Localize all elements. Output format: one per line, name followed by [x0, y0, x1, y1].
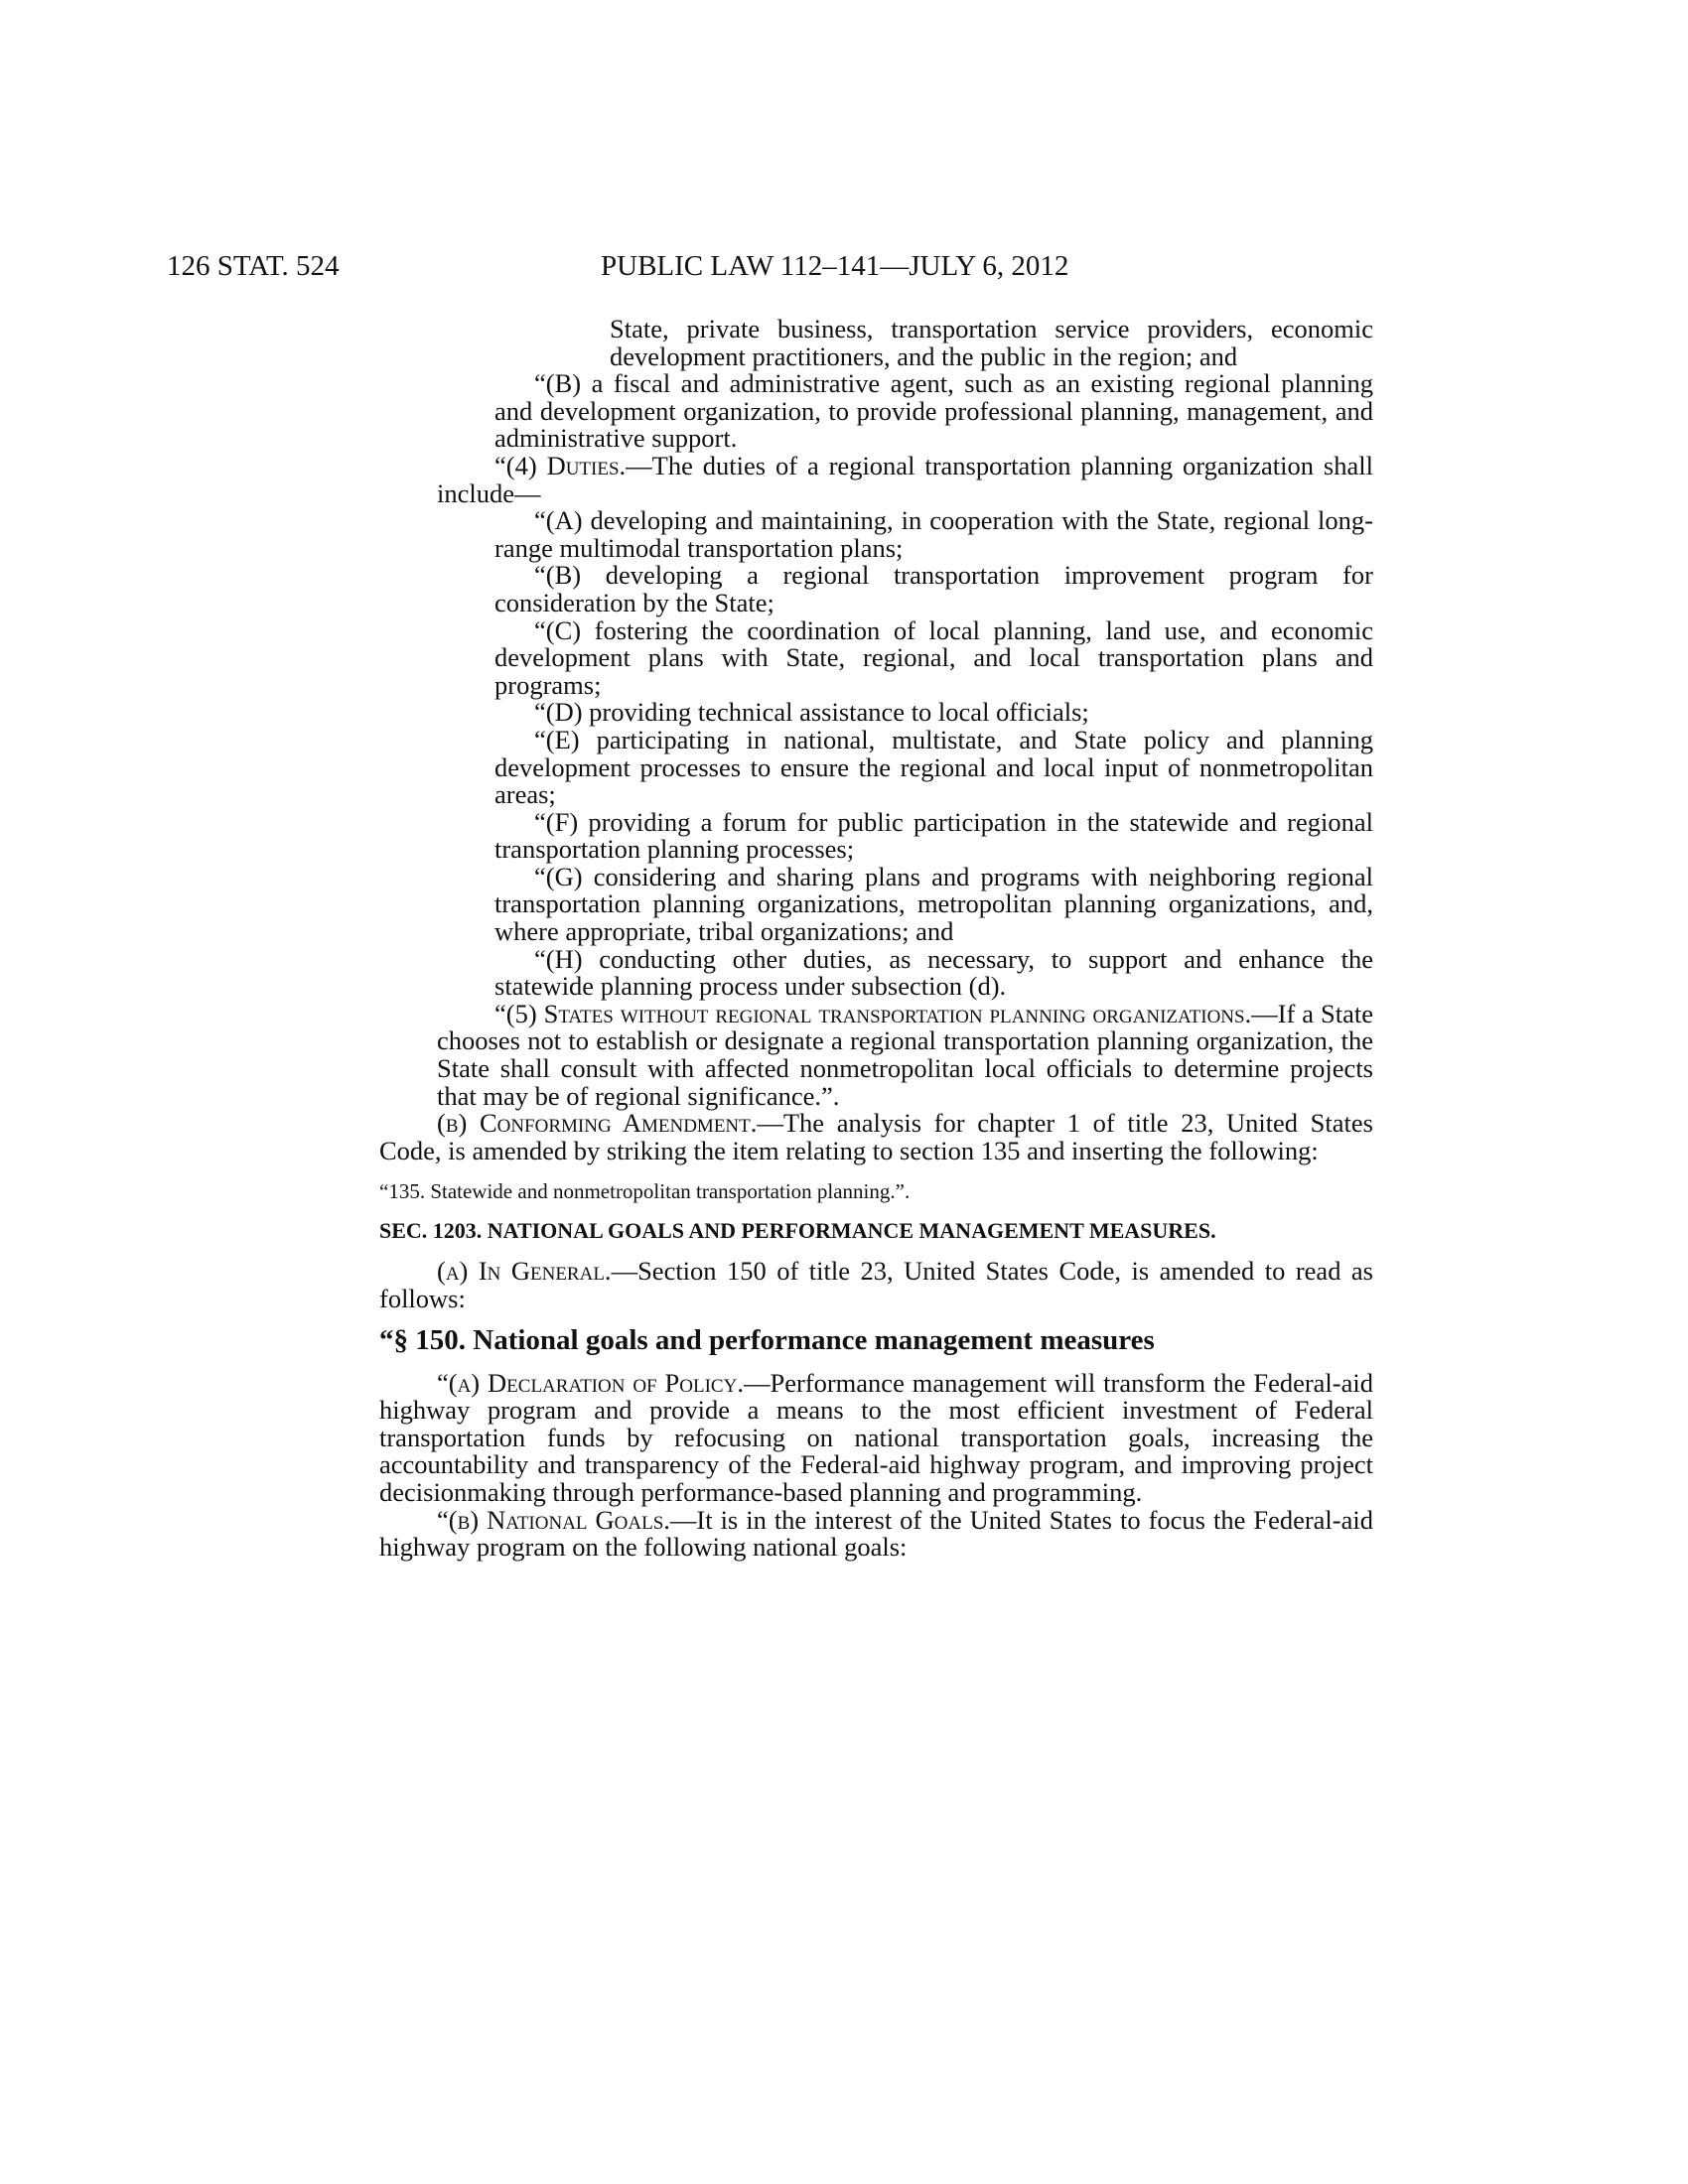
conforming-amendment-heading: (b) Conforming Amendment.	[437, 1108, 758, 1139]
paragraph-b-improvement-program: “(B) developing a regional transportation improvement program for consideration by the State;	[494, 560, 1373, 617]
states-without-text: —If a State chooses not to establish or designate a regional transportation planning organization, the State shall consult with affected nonmetropolitan local officials to determine projects that may be of regional significance.”.	[437, 998, 1373, 1111]
national-goals-heading: “(b) National Goals.	[437, 1504, 670, 1535]
paragraph-b-fiscal-agent: “(B) a fiscal and administrative agent, such as an existing regional planning and development organization, to provide professional planning, management, and administrative support.	[494, 368, 1373, 454]
paragraph-b-national-goals	[379, 1504, 1373, 1563]
declaration-heading: “(a) Declaration of Policy.	[437, 1367, 744, 1398]
section-heading: SEC. 1203. NATIONAL GOALS AND PERFORMANCE MANAGEMENT MEASURES.	[379, 1218, 1216, 1244]
paragraph-f-public-forum: “(F) providing a forum for public participation in the statewide and regional transportation planning processes;	[494, 806, 1373, 865]
running-header: PUBLIC LAW 112–141—JULY 6, 2012	[601, 250, 1069, 282]
table-of-sections-item: “135. Statewide and nonmetropolitan transportation planning.”.	[379, 1179, 911, 1204]
declaration-text: —Performance management will transform the Federal-aid highway program and provide a means to the most efficient investment of Federal transportation funds by refocusing on national transportation goals, increasing the accountability and transparency of the Federal-aid highway program, and improving project decisionmaking through performance-based planning and programming.	[379, 1367, 1373, 1507]
page-stat-citation: 126 STAT. 524	[167, 250, 340, 282]
in-general-text: —Section 150 of title 23, United States Code, is amended to read as follows:	[379, 1256, 1373, 1313]
paragraph-c-coordination: “(C) fostering the coordination of local planning, land use, and economic development plans with State, regional, and local transportation plans and programs;	[494, 614, 1373, 700]
paragraph-continuation: State, private business, transportation service providers, economic development practitioners, and the public in the region; and	[610, 314, 1373, 371]
paragraph-4-duties	[437, 450, 1373, 508]
body-text	[379, 314, 1373, 1563]
paragraph-h-other-duties: “(H) conducting other duties, as necessary, to support and enhance the statewide planning process under subsection (d).	[494, 943, 1373, 1002]
national-goals-text: —It is in the interest of the United States to focus the Federal-aid highway program on the following national goals:	[379, 1504, 1373, 1563]
duties-text: —The duties of a regional transportation planning organization shall include—	[437, 450, 1373, 508]
section-150-title: “§ 150. National goals and performance management measures	[379, 1323, 1155, 1356]
paragraph-a-developing-plans: “(A) developing and maintaining, in cooperation with the State, regional long-range multimodal transportation plans;	[494, 505, 1373, 563]
paragraph-a-declaration-of-policy	[379, 1367, 1373, 1507]
duties-heading: “(4) Duties.	[494, 450, 627, 480]
states-without-heading: “(5) States without regional transportation planning organizations.	[494, 998, 1252, 1028]
paragraph-e-participating: “(E) participating in national, multistate, and State policy and planning development processes to ensure the regional and local input of nonmetropolitan areas;	[494, 724, 1373, 810]
paragraph-g-sharing-plans: “(G) considering and sharing plans and programs with neighboring regional transportation planning organizations, metropolitan planning organizations, and, where appropriate, tribal organizations; and	[494, 861, 1373, 947]
in-general-heading: (a) In General.	[437, 1256, 612, 1287]
paragraph-d-technical-assistance: “(D) providing technical assistance to local officials;	[534, 697, 1089, 728]
conforming-amendment-text: —The analysis for chapter 1 of title 23, United States Code, is amended by striking the item relating to section 135 and inserting the following:	[379, 1108, 1373, 1165]
paragraph-a-in-general	[379, 1258, 1373, 1312]
paragraph-b-conforming-amendment	[379, 1110, 1373, 1164]
paragraph-5-states-without	[437, 998, 1373, 1111]
